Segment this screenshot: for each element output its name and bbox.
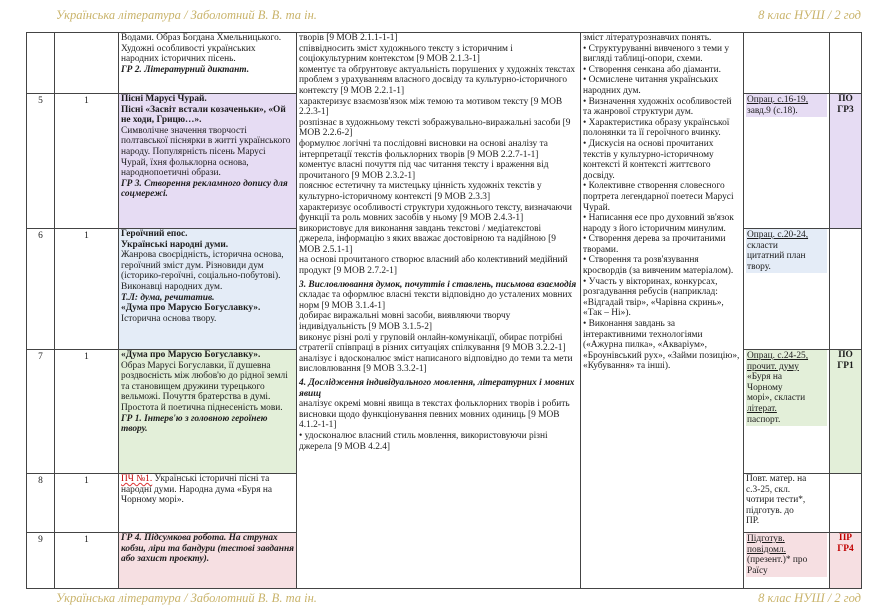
homework-line: літерат. [747, 403, 777, 414]
standard-item: аналізує окремі мовні явища в текстах фольклорних творів і робить висновки щодо функціонування певних мовних одиниць [9 МОВ 4.1.2-1-1] [299, 399, 570, 431]
homework-line: скласти [747, 240, 778, 251]
standard-item: виконує різні ролі у груповій онлайн-комунікації, обирає потрібні стратегії співпраці в різних ситуаціях спілкування [9 МОВ 3.2.2-1] [299, 332, 566, 354]
homework-line: Опрац. с.24-25, [747, 351, 809, 361]
group-cell [830, 229, 862, 350]
standard-item: коментує власні почуття під час читання тексту і враження від прочитаного [9 МОВ 2.3.2-1] [299, 160, 549, 181]
activity-intro: зміст літературознавчих понять. [583, 33, 712, 43]
standard-item: • удосконалює власний стиль мовлення, використовуючи різні джерела [9 МОВ 4.2.4] [299, 431, 578, 452]
standard-item: на основі прочитаного створює власний або колективний медійний продукт [9 МОВ 2.7.2-1] [299, 255, 568, 277]
homework-box [746, 229, 827, 273]
lesson-cell [119, 533, 297, 589]
lesson-task: ГР 2. Літературний диктант. [121, 64, 250, 75]
homework-line: чотири тести*, [746, 495, 806, 506]
section-4-title: 4. Дослідження індивідуального мовлення, літературних і мовних явищ [299, 378, 575, 399]
standard-item: характеризує взаємозв'язок між темою та мотивом тексту [9 МОВ 2.2.3-1] [299, 96, 563, 118]
homework-line: с.3-25, скл. [746, 484, 791, 495]
lesson-text: Історична основа твору. [121, 313, 217, 324]
hours-cell: 1 [55, 94, 119, 229]
homework-cell [744, 94, 830, 229]
homework-line: ПР. [746, 516, 760, 527]
lesson-topic: Українські історичні пісні та народні думи. Народна дума «Буря на Чорному морі». [121, 474, 273, 506]
lesson-title: «Дума про Марусю Богуславку». [121, 350, 261, 360]
hours-cell: 1 [55, 229, 119, 350]
standard-item: коментує та обґрунтовує актуальність порушених у художніх текстах проблем з урахуванням власного досвіду та культурно-історичного контексту [9 МОВ 2.2.1-1] [299, 64, 576, 96]
activity-item: • Характеристика образу української полонянки та її героїчного вчинку. [583, 118, 741, 139]
hours-cell: 1 [55, 350, 119, 474]
homework-cell [744, 533, 830, 589]
lesson-cell [119, 33, 297, 94]
reading-tag: ПЧ №1. [121, 474, 153, 484]
group-cell [830, 533, 862, 589]
standard-item: творів [9 МОВ 2.1.1-1-1] [299, 33, 398, 43]
lesson-text: Водами. Образ Богдана Хмельницького. Художні особливості українських народних історичних пісень. [121, 33, 282, 65]
lesson-text [121, 474, 294, 506]
standard-item: характеризує особливості структури художнього тексту, визначаючи функції та роль мовних засобів у ньому [9 МОВ 2.4.3-1] [299, 202, 572, 224]
homework-line: паспорт. [747, 414, 781, 425]
homework-line: Чорному [747, 382, 783, 393]
page-header [0, 8, 875, 26]
activity-item: • Визначення художніх особливостей та жанрової структури дум. [583, 97, 741, 118]
activity-item: • Створення дерева за прочитаними творами. [583, 234, 741, 255]
group-cell [830, 474, 862, 533]
hours-cell: 1 [55, 474, 119, 533]
activity-item: • Осмислене читання українських народних дум. [583, 75, 741, 96]
homework-line: завд.9 (с.18). [747, 105, 798, 116]
homework-line: Опрац. с.20-24, [747, 230, 809, 240]
activity-item: • Написання есе про духовний зв'язок народу з його історичним минулим. [583, 213, 741, 234]
homework-line: Повт. матер. на [746, 474, 807, 484]
header-right: 8 клас НУШ / 2 год [758, 8, 861, 22]
lesson-work: «Дума про Марусю Богуславку». [121, 303, 261, 314]
homework-box [746, 533, 827, 577]
num-cell: 6 [27, 229, 55, 350]
lesson-text: Образ Марусі Богуславки, її душевна роздвоєність між любов'ю до рідної землі та становищем дружини турецького вельможі. Почуття братерства в думі. Простота й поетична піднесеність мови. [121, 360, 288, 413]
activity-item: • Створення сенкана або діаманти. [583, 65, 741, 76]
homework-line: Підготув. [747, 534, 785, 544]
lesson-subtitle: Українські народні думи. [121, 239, 229, 250]
lesson-title: Героїчний епос. [121, 229, 188, 239]
lesson-text: Символічне значення творчості полтавської піснярки в житті українського народу. Популярність пісень Марусі Чурай, їхня фольклорна основа, народнопоетичні образи. [121, 125, 291, 179]
num-cell: 8 [27, 474, 55, 533]
lesson-task: ГР 3. Створення рекламного допису для соцмережі. [121, 178, 288, 200]
lesson-plan-table [26, 32, 862, 589]
num-cell [27, 33, 55, 94]
standard-item: розпізнає в художньому тексті зображувально-виражальні засоби [9 МОВ 2.2.6-2] [299, 117, 571, 139]
homework-line: прочит. думу [747, 361, 799, 372]
homework-line: підготув. до [746, 505, 794, 516]
lesson-cell [119, 229, 297, 350]
standard-item: аналізує і вдосконалює зміст написаного відповідно до теми та мети висловлювання [9 МОВ 3.3.2-1] [299, 353, 573, 375]
standard-item: добирає виражальні мовні засоби, виявляючи творчу індивідуальність [9 МОВ 3.1.5-2] [299, 311, 511, 333]
num-cell: 5 [27, 94, 55, 229]
lesson-task: ГР 4. Підсумкова робота. На струнах кобзи, ліри та бандури (тестові завдання або захист проєкту). [121, 533, 294, 565]
homework-line: (презент.)* про [747, 555, 808, 566]
activity-item: • Колективне створення словесного портрета легендарної поетеси Марусі Чурай. [583, 181, 741, 213]
lesson-terms: Т.Л: дума, речитатив. [121, 292, 215, 303]
lesson-text: Жанрова своєрідність, історична основа, героїчний зміст дум. Різновиди дум (історико-героїчні, соціально-побутові). Виконавці народних дум. [121, 250, 284, 292]
homework-cell [744, 474, 830, 533]
homework-box [746, 94, 827, 117]
homework-box [746, 350, 827, 426]
homework-line: «Буря на [747, 372, 783, 383]
group-code: ГР4 [837, 544, 854, 554]
lesson-cell [119, 94, 297, 229]
homework-cell [744, 33, 830, 94]
homework-line: Опрац. с.16-19, [747, 95, 809, 105]
standards-cell [297, 33, 581, 589]
num-cell: 7 [27, 350, 55, 474]
standard-item: використовує для виконання завдань текстові / медіатекстові джерела, інформацію з яких вважає достовірною та надійною [9 МОВ 2.5.1-1] [299, 223, 556, 255]
group-cell [830, 33, 862, 94]
lesson-subtitle: Пісні «Засвіт встали козаченьки», «Ой не ходи, Грицю…». [121, 104, 286, 126]
homework-line: твору. [747, 261, 771, 272]
num-cell: 9 [27, 533, 55, 589]
footer-right: 8 клас НУШ / 2 год [758, 591, 861, 605]
standard-item: складає та оформлює власні тексти відповідно до усталених мовних норм [9 МОВ 3.1.4-1] [299, 290, 573, 311]
standard-item: співвідносить зміст художнього тексту з історичним і соціокультурним контекстом [9 МОВ 2.1.3-1] [299, 43, 513, 65]
activity-item: • Виконання завдань за інтерактивними технологіями («Ажурна пилка», «Акваріум», «Броунівський рух», «Займи позицію», «Кубування» та інші). [583, 319, 741, 372]
activity-item: • Участь у вікторинах, конкурсах, розгадування ребусів (наприклад: «Відгадай твір», «Чарівна скринь», «Так – Ні»). [583, 277, 741, 319]
lesson-cell [119, 350, 297, 474]
homework-cell [744, 350, 830, 474]
hours-cell: 1 [55, 533, 119, 589]
activity-item: • Створення та розв'язування кросвордів (за вивченим матеріалом). [583, 255, 741, 276]
footer-left: Українська література / Заболотний В. В. та ін. [56, 591, 317, 605]
lesson-cell [119, 474, 297, 533]
header-left: Українська література / Заболотний В. В. та ін. [56, 8, 317, 22]
table-row [27, 33, 862, 94]
group-code: ГР1 [837, 361, 854, 371]
homework-line: морі», скласти [747, 393, 806, 404]
homework-cell [744, 229, 830, 350]
lesson-task: ГР 1. Інтерв'ю з головною героїнею твору. [121, 413, 268, 435]
homework-line: повідомл. [747, 544, 786, 555]
standard-item: формулює логічні та послідовні висновки на основі аналізу та інтерпретації текстів фольклорних творів [9 МОВ 2.2.7-1-1] [299, 138, 548, 160]
activities-cell [581, 33, 744, 589]
homework-line: Раїсу [747, 565, 768, 576]
section-3-title: 3. Висловлювання думок, почуттів і ставлень, письмова взаємодія [299, 279, 577, 290]
group-label: ПР [838, 533, 853, 543]
page-footer [0, 591, 875, 609]
lesson-title: Пісні Марусі Чурай. [121, 94, 207, 104]
hours-cell [55, 33, 119, 94]
group-code: ГР3 [837, 105, 854, 115]
activity-item: • Структуруванні вивченого з теми у вигляді таблиці-опори, схеми. [583, 44, 741, 65]
group-label: ПО [838, 94, 853, 104]
standard-item: пояснює естетичну та мистецьку цінність художніх текстів у культурно-історичному контексті [9 МОВ 2.3.3] [299, 181, 542, 202]
activity-item: • Дискусія на основі прочитаних текстів у культурно-історичному контексті й контексті життєвого досвіду. [583, 139, 741, 181]
group-label: ПО [838, 350, 853, 360]
homework-line: цитатний план [747, 251, 806, 262]
group-cell [830, 94, 862, 229]
group-cell [830, 350, 862, 474]
